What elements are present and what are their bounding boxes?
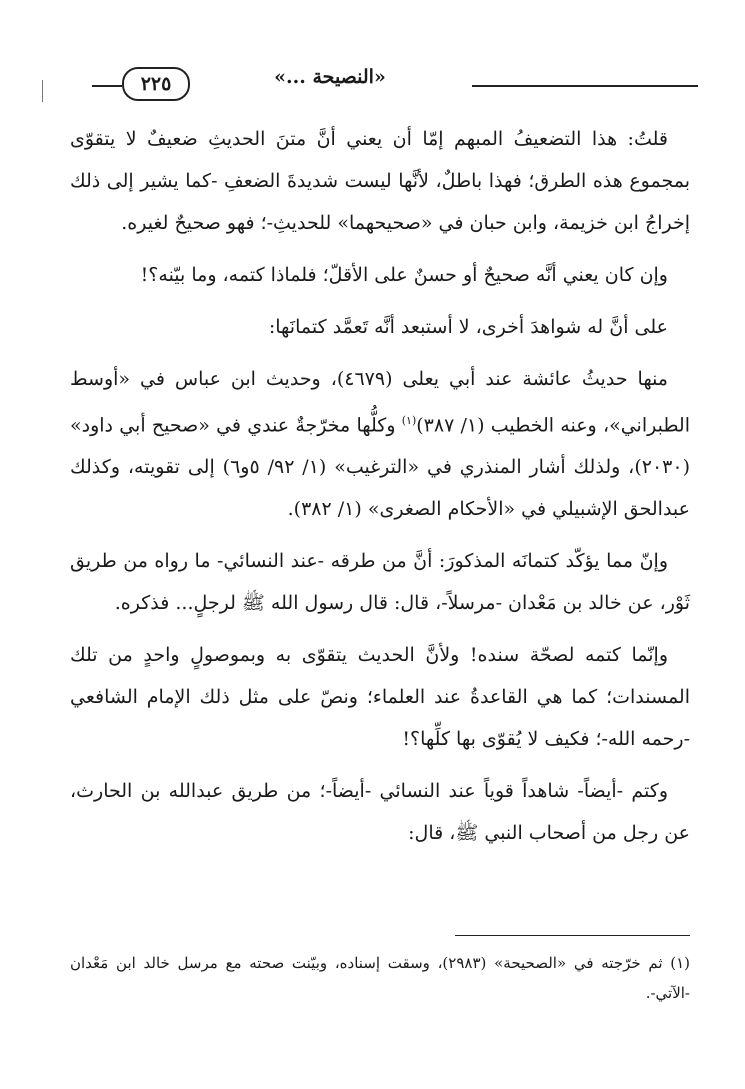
running-title: «النصيحة ...» [274,66,386,88]
footnote-text: (١) ثم خرّجته في «الصحيحة» (٢٩٨٣)، وسقت إسناده، وبيّنت صحته مع مرسل خالد ابن مَعْدان -الآتي-. [70,954,690,1002]
header-rule-left [92,85,122,87]
paragraph-1: قلتُ: هذا التضعيفُ المبهم إمّا أن يعني أنَّ متنَ الحديثِ ضعيفٌ لا يتقوّى بمجموع هذه الطرق؛ فهذا باطلٌ، لأنَّها ليست شديدةَ الضعفِ -كما يشير إلى ذلك إخراجُ ابن خزيمة، وابن حبان في «صحيحهما» للحديثِ-؛ فهو صحيحٌ لغيره. [70,128,690,234]
header-rule-right [472,85,698,87]
footnote-divider [455,935,690,936]
paragraph-2: وإن كان يعني أنَّه صحيحٌ أو حسنٌ على الأقلّ؛ فلماذا كتمه، وما بيّنه؟! [140,264,668,286]
page-number: ٢٢٥ [122,67,190,101]
main-text [70,118,690,864]
footnote-reference[interactable]: (١) [401,414,417,427]
paragraph-3: على أنَّ له شواهدَ أخرى، لا أستبعد أنَّه تَعمَّد كتمانَها: [268,316,668,338]
paragraph-6: وإنّما كتمه لصحّة سنده! ولأنَّ الحديث يتقوّى به وبموصولٍ واحدٍ من تلك المسندات؛ كما هي القاعدةُ عند العلماء؛ ونصّ على مثل ذلك الإمام الشافعي -رحمه الله-؛ فكيف لا يُقوّى بها كلِّها؟! [70,644,690,751]
paragraph-7: وكتم -أيضاً- شاهداً قوياً عند النسائي -أيضاً-؛ من طريق عبدالله بن الحارث، عن رجل من أصحاب النبي ﷺ، قال: [70,780,690,845]
paragraph-4-text: منها حديثُ عائشة عند أبي يعلى (٤٦٧٩)، وحديث ابن عباس في «أوسط الطبراني»، وعنه الخطيب (١/ ٣٨٧) [70,368,690,437]
paragraph-5: وإنّ مما يؤكّد كتمانَه المذكورَ: أنَّ من طرقه -عند النسائي- ما رواه من طريق ثَوْر، عن خالد بن مَعْدان -مرسلاً-، قال: قال رسول الله ﷺ لرجلٍ... فذكره. [70,550,690,615]
margin-mark [42,80,45,102]
paragraph-4 [70,358,690,530]
paragraph-4-tail: وكلُّها مخرّجةٌ عندي في «صحيح أبي داود» (٢٠٣٠)، ولذلك أشار المنذري في «الترغيب» (١/ ٩٢/ ٥و٦) إلى تقويته، وكذلك عبدالحق الإشبيلي في «الأحكام الصغرى» (١/ ٣٨٢). [70,414,690,521]
